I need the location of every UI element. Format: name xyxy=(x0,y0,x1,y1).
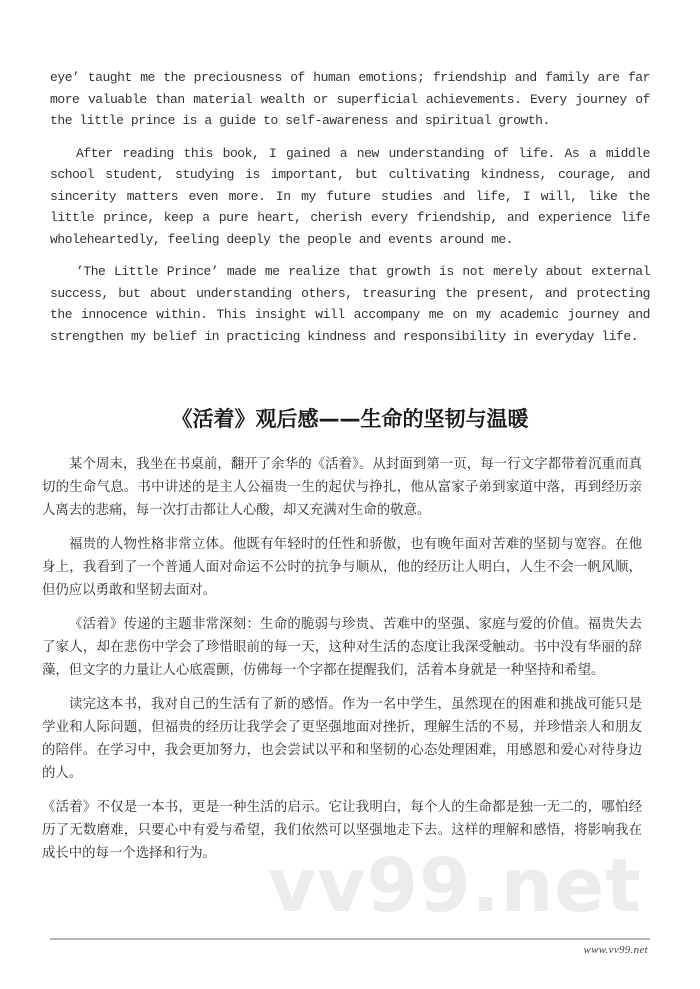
chinese-paragraph: 《活着》传递的主题非常深刻：生命的脆弱与珍贵、苦难中的坚强、家庭与爱的价值。福贵失去了家人，却在悲伤中学会了珍惜眼前的每一天，这种对生活的态度让我深受触动。书中没有华丽的辞藻，但文字的力量让人心底震颤，仿佛每一个字都在提醒我们，活着本身就是一种坚持和希望。 xyxy=(42,617,642,678)
english-paragraph: eye’ taught me the preciousness of human emotions; friendship and family are far more valuable than material wealth or superficial achievements. Every journey of the little prince is a guide to self-awareness and spiritual growth. xyxy=(50,70,650,128)
english-paragraph: After reading this book, I gained a new understanding of life. As a middle school student, studying is important, but cultivating kindness, courage, and sincerity matters even more. In my future studies and life, I will, like the little prince, keep a pure heart, cherish every friendship, and experience life wholeheartedly, feeling deeply the people and events around me. xyxy=(50,145,650,247)
english-essay-section xyxy=(50,67,650,358)
chinese-essay-section xyxy=(42,453,642,876)
essay-title: 《活着》观后感——生命的坚韧与温暖 xyxy=(171,407,529,431)
chinese-paragraph: 福贵的人物性格非常立体。他既有年轻时的任性和骄傲，也有晚年面对苦难的坚韧与宽容。在他身上，我看到了一个普通人面对命运不公时的抗争与顺从，他的经历让人明白，人生不会一帆风顺，但仍应以勇敢和坚韧去面对。 xyxy=(42,537,642,598)
chinese-paragraph: 读完这本书，我对自己的生活有了新的感悟。作为一名中学生，虽然现在的困难和挑战可能只是学业和人际问题，但福贵的经历让我学会了更坚强地面对挫折，理解生活的不易，并珍惜亲人和朋友的陪伴。在学习中，我会更加努力，也会尝试以平和和坚韧的心态处理困难，用感恩和爱心对待身边的人。 xyxy=(42,697,642,781)
chinese-paragraph: 某个周末，我坐在书桌前，翻开了余华的《活着》。从封面到第一页，每一行文字都带着沉重而真切的生命气息。书中讲述的是主人公福贵一生的起伏与挣扎，他从富家子弟到家道中落，再到经历亲人离去的悲痛，每一次打击都让人心酸，却又充满对生命的敬意。 xyxy=(42,457,642,518)
english-paragraph: ’The Little Prince’ made me realize that growth is not merely about external success, but about understanding others, treasuring the present, and protecting the innocence within. This insight will accompany me on my academic journey and strengthen my belief in practicing kindness and responsibility in everyday life. xyxy=(50,264,650,344)
footer-url: www.vv99.net xyxy=(583,944,648,956)
document-page xyxy=(42,0,650,989)
watermark: vv99.net xyxy=(268,843,642,929)
chinese-paragraph: 《活着》不仅是一本书，更是一种生活的启示。它让我明白，每个人的生命都是独一无二的，哪怕经历了无数磨难，只要心中有爱与希望，我们依然可以坚强地走下去。这样的理解和感悟，将影响我在成长中的每一个选择和行为。 xyxy=(42,800,642,861)
